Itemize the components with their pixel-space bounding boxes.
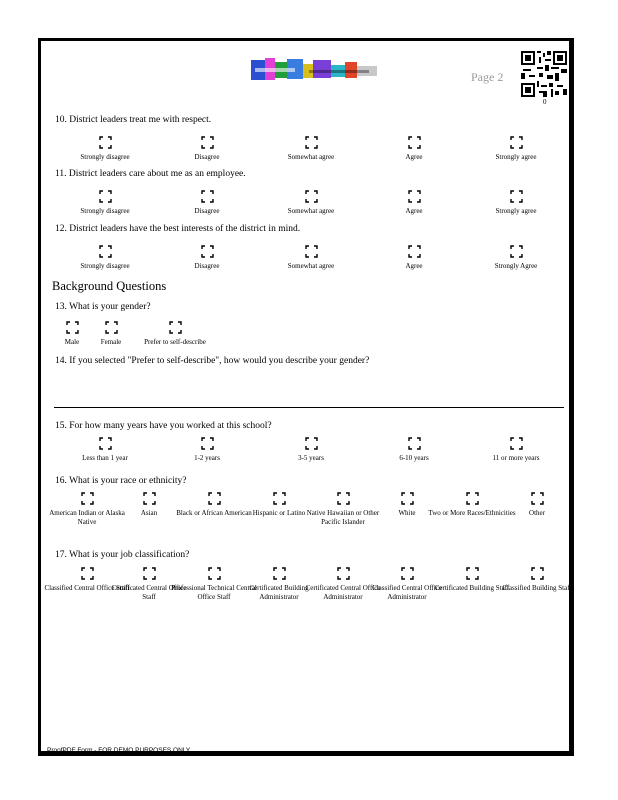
likert-option[interactable] <box>471 190 561 216</box>
option-label: Somewhat agree <box>287 207 335 215</box>
checkbox-icon <box>201 245 214 258</box>
checkbox-icon <box>81 492 94 505</box>
option-label: Certificated Central Office Administrator <box>305 584 381 601</box>
likert-option[interactable] <box>162 245 252 271</box>
option-label: 6-10 years <box>399 454 429 462</box>
option-label: Disagree <box>194 153 220 161</box>
option-label: Female <box>100 338 122 346</box>
option-label: Prefer to self-describe <box>144 338 206 346</box>
checkbox-icon <box>337 492 350 505</box>
checkbox-icon <box>305 190 318 203</box>
school-logo <box>249 56 379 84</box>
question-text: 16. What is your race or ethnicity? <box>55 476 187 486</box>
checkbox-icon <box>99 190 112 203</box>
option-label: Agree <box>405 207 423 215</box>
likert-option[interactable] <box>471 136 561 162</box>
option-label: Other <box>529 509 545 517</box>
checkbox-icon <box>201 190 214 203</box>
option-label: 1-2 years <box>194 454 220 462</box>
survey-page <box>38 38 574 756</box>
option-label: Strongly agree <box>495 207 537 215</box>
option-label: Classified Building Staff <box>502 584 572 592</box>
likert-option[interactable] <box>60 136 150 162</box>
option-label: 11 or more years <box>492 454 540 462</box>
section-title: Background Questions <box>52 279 167 293</box>
checkbox-icon <box>510 136 523 149</box>
checkbox-icon <box>510 245 523 258</box>
checkbox-icon <box>337 567 350 580</box>
answer-line[interactable] <box>54 407 564 408</box>
checkbox-icon <box>466 567 479 580</box>
footer-text: ProofPDF Form - FOR DEMO PURPOSES ONLY <box>47 747 191 754</box>
checkbox-icon <box>201 437 214 450</box>
checkbox-icon <box>81 567 94 580</box>
page-number: Page 2 <box>471 70 504 84</box>
option-label: White <box>398 509 416 517</box>
checkbox-icon <box>273 492 286 505</box>
checkbox-icon <box>305 136 318 149</box>
checkbox-icon <box>143 492 156 505</box>
checkbox-icon <box>408 136 421 149</box>
years-option[interactable] <box>60 437 150 463</box>
job-option[interactable] <box>492 567 582 593</box>
question-text: 15. For how many years have you worked at this school? <box>55 421 272 431</box>
option-label: Strongly agree <box>495 153 537 161</box>
option-label: Black or African American <box>176 509 252 517</box>
checkbox-icon <box>408 437 421 450</box>
question-text: 11. District leaders care about me as an employee. <box>55 169 246 179</box>
checkbox-icon <box>408 245 421 258</box>
option-label: Certificated Building Administrator <box>249 584 309 601</box>
years-option[interactable] <box>266 437 356 463</box>
checkbox-icon <box>99 245 112 258</box>
likert-option[interactable] <box>162 190 252 216</box>
option-label: Somewhat agree <box>287 262 335 270</box>
checkbox-icon <box>401 567 414 580</box>
gender-option[interactable] <box>130 321 220 347</box>
checkbox-icon <box>208 492 221 505</box>
checkbox-icon <box>510 190 523 203</box>
checkbox-icon <box>531 492 544 505</box>
checkbox-icon <box>305 437 318 450</box>
likert-option[interactable] <box>266 190 356 216</box>
checkbox-icon <box>273 567 286 580</box>
likert-option[interactable] <box>369 136 459 162</box>
checkbox-icon <box>99 437 112 450</box>
checkbox-icon <box>531 567 544 580</box>
checkbox-icon <box>201 136 214 149</box>
checkbox-icon <box>105 321 118 334</box>
option-label: Hispanic or Latino <box>252 509 306 517</box>
checkbox-icon <box>305 245 318 258</box>
years-option[interactable] <box>471 437 561 463</box>
likert-option[interactable] <box>60 245 150 271</box>
option-label: Somewhat agree <box>287 153 335 161</box>
option-label: American Indian or Alaska Native <box>49 509 125 526</box>
likert-option[interactable] <box>60 190 150 216</box>
checkbox-icon <box>510 437 523 450</box>
likert-option[interactable] <box>369 190 459 216</box>
checkbox-icon <box>408 190 421 203</box>
option-label: Classified Central Office Staff <box>44 584 130 592</box>
checkbox-icon <box>99 136 112 149</box>
option-label: Male <box>64 338 80 346</box>
option-label: Less than 1 year <box>82 454 128 462</box>
race-option[interactable] <box>492 492 582 518</box>
likert-option[interactable] <box>266 136 356 162</box>
option-label: Strongly disagree <box>80 153 130 161</box>
question-text: 12. District leaders have the best interests of the district in mind. <box>55 224 301 234</box>
option-label: Strongly disagree <box>80 262 130 270</box>
option-label: Agree <box>405 153 423 161</box>
years-option[interactable] <box>162 437 252 463</box>
question-text: 10. District leaders treat me with respect. <box>55 115 212 125</box>
likert-option[interactable] <box>162 136 252 162</box>
likert-option[interactable] <box>471 245 561 271</box>
option-label: Native Hawaiian or Other Pacific Islander <box>306 509 380 526</box>
option-label: Agree <box>405 262 423 270</box>
question-text: 14. If you selected "Prefer to self-describe", how would you describe your gender? <box>55 356 370 366</box>
option-label: Two or More Races/Ethnicities <box>428 509 516 517</box>
question-text: 13. What is your gender? <box>55 302 151 312</box>
qr-caption: 0 <box>543 98 547 106</box>
option-label: Certificated Central Office Staff <box>111 584 187 601</box>
option-label: Disagree <box>194 262 220 270</box>
likert-option[interactable] <box>369 245 459 271</box>
option-label: Classified Central Office Administrator <box>372 584 442 601</box>
option-label: Asian <box>140 509 158 517</box>
option-label: Strongly Agree <box>494 262 538 270</box>
option-label: Certificated Building Staff <box>434 584 510 592</box>
likert-option[interactable] <box>266 245 356 271</box>
checkbox-icon <box>169 321 182 334</box>
option-label: Disagree <box>194 207 220 215</box>
checkbox-icon <box>208 567 221 580</box>
years-option[interactable] <box>369 437 459 463</box>
checkbox-icon <box>466 492 479 505</box>
checkbox-icon <box>401 492 414 505</box>
question-text: 17. What is your job classification? <box>55 550 190 560</box>
checkbox-icon <box>143 567 156 580</box>
qr-code <box>521 51 567 97</box>
option-label: Professional Technical Central Office Staff <box>171 584 257 601</box>
option-label: 3-5 years <box>298 454 324 462</box>
option-label: Strongly disagree <box>80 207 130 215</box>
